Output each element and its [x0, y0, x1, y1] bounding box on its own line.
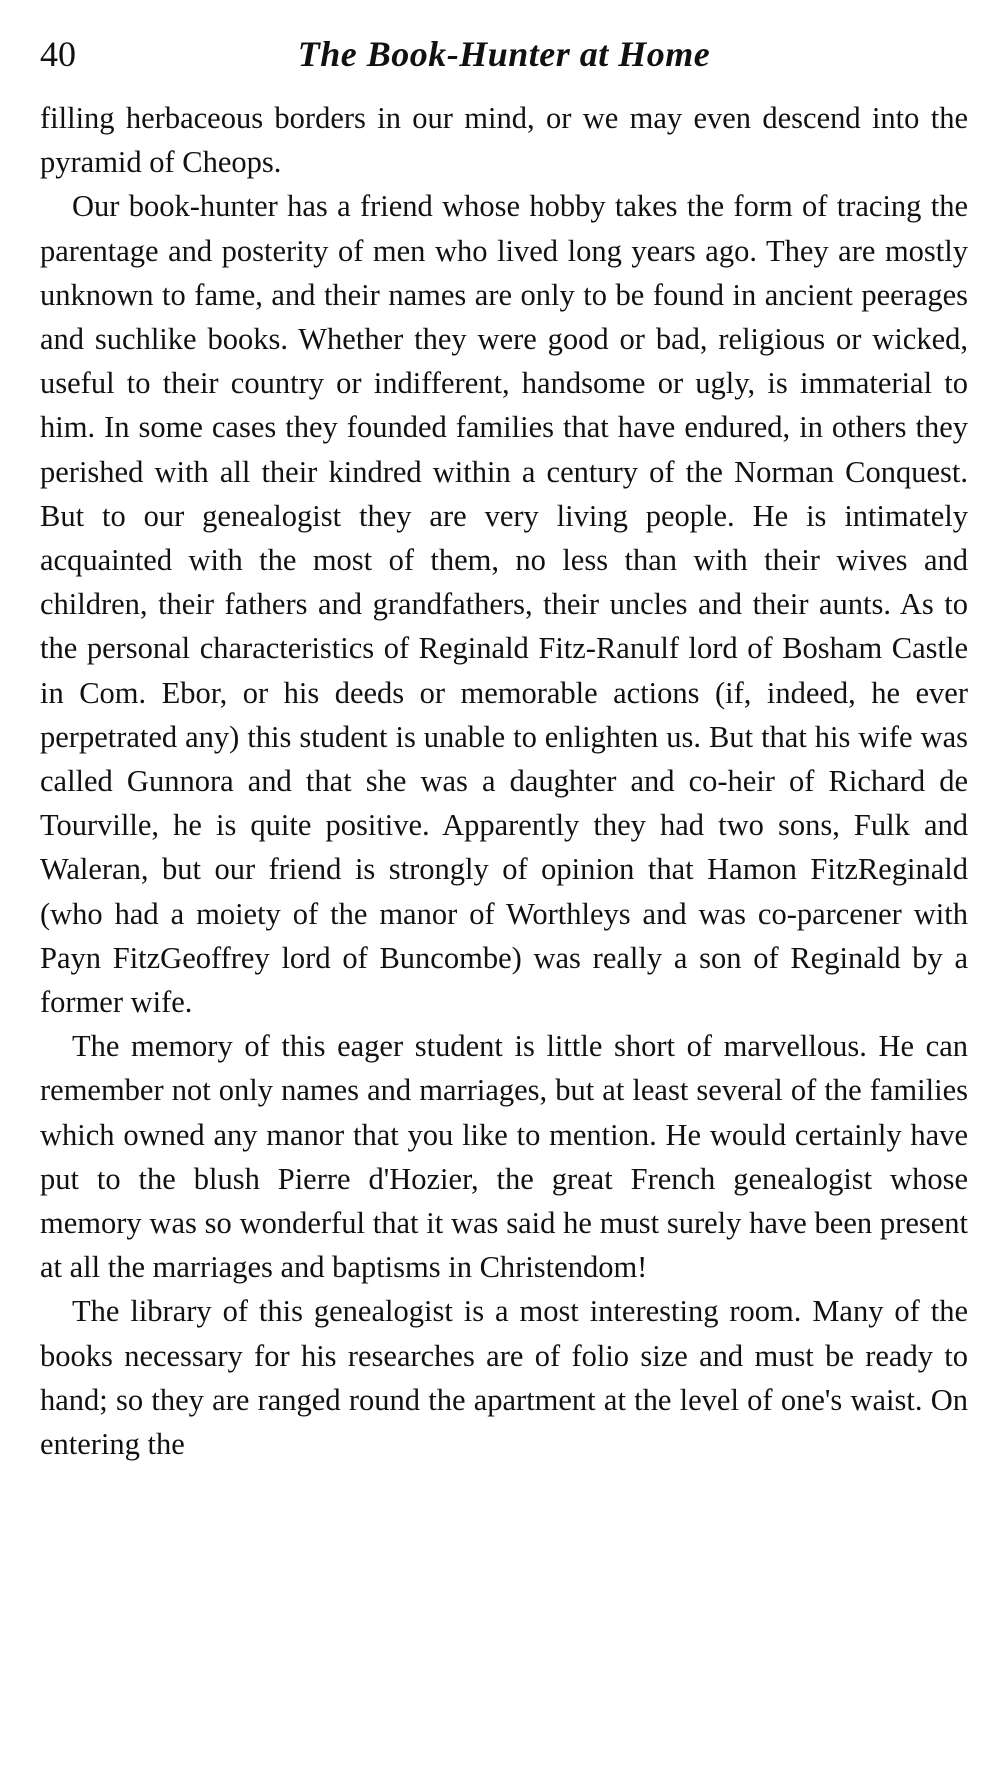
paragraph-library: The library of this genealogist is a most interesting room. Many of the books necessary for his researches are of folio size and must be ready to hand; so they are ranged round the apartment at the level of one's waist. On entering the	[40, 1294, 968, 1462]
running-title: The Book-Hunter at Home	[297, 34, 711, 74]
body-text	[40, 96, 968, 1466]
paragraph-memory: The memory of this eager student is little short of marvellous. He can remember not only names and marriages, but at least several of the families which owned any manor that you like to mention. He would certainly have put to the blush Pierre d'Hozier, the great French genealogist whose memory was so wonderful that it was said he must surely have been present at all the marriages and baptisms in Christendom!	[40, 1029, 968, 1285]
book-page	[40, 28, 968, 1466]
page-header	[40, 28, 968, 84]
page-number: 40	[40, 34, 76, 74]
paragraph-continuation: filling herbaceous borders in our mind, or we may even descend into the pyramid of Cheops.	[40, 101, 968, 180]
paragraph-genealogist-friend: Our book-hunter has a friend whose hobby takes the form of tracing the parentage and posterity of men who lived long years ago. They are mostly unknown to fame, and their names are only to be found in ancient peerages and suchlike books. Whether they were good or bad, religious or wicked, useful to their country or indifferent, handsome or ugly, is immaterial to him. In some cases they founded families that have endured, in others they perished with all their kindred within a century of the Norman Conquest. But to our genealogist they are very living people. He is intimately acquainted with the most of them, no less than with their wives and children, their fathers and grandfathers, their uncles and their aunts. As to the personal characteristics of Reginald Fitz-Ranulf lord of Bosham Castle in Com. Ebor, or his deeds or memorable actions (if, indeed, he ever perpetrated any) this student is unable to enlighten us. But that his wife was called Gunnora and that she was a daughter and co-heir of Richard de Tourville, he is quite positive. Apparently they had two sons, Fulk and Waleran, but our friend is strongly of opinion that Hamon FitzReginald (who had a moiety of the manor of Worthleys and was co-parcener with Payn FitzGeoffrey lord of Buncombe) was really a son of Reginald by a former wife.	[40, 189, 968, 1020]
